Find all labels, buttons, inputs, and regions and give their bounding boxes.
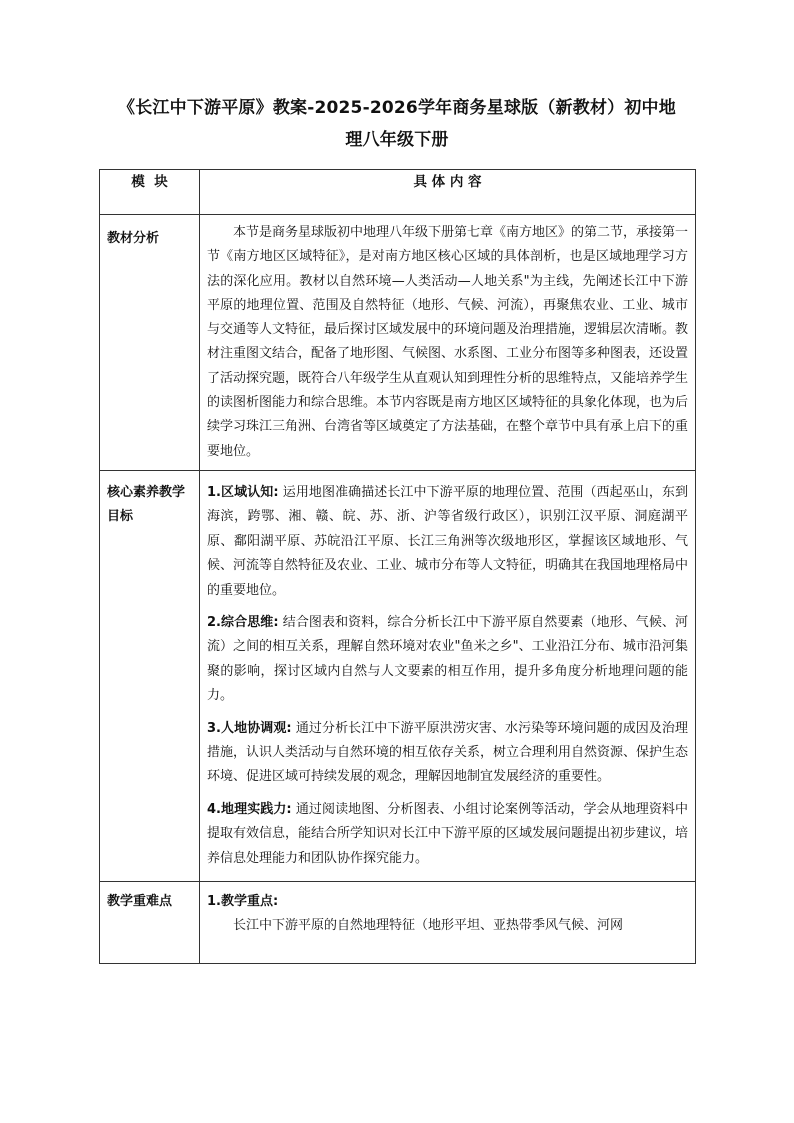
module-label: 教学重难点: [100, 882, 200, 964]
goal-item: [207, 481, 688, 603]
table-row-key-difficult-points: [100, 882, 696, 964]
goal-text: 结合图表和资料，综合分析长江中下游平原自然要素（地形、气候、河流）之间的相互关系，理解自然环境对农业"鱼米之乡"、工业沿江分布、城市沿河集聚的影响，探讨区域内自然与人文要素的相互作用，提升多角度分析地理问题的能力。: [207, 615, 688, 704]
module-content: [200, 882, 696, 964]
table-header-row: [100, 170, 696, 215]
module-label: 核心素养教学目标: [100, 470, 200, 881]
module-content: [200, 215, 696, 471]
key-points-text: 长江中下游平原的自然地理特征（地形平坦、亚热带季风气候、河网: [233, 918, 624, 934]
goal-label: 1.区域认知:: [207, 484, 279, 500]
document-title: [70, 92, 724, 156]
header-module: 模 块: [100, 170, 200, 215]
title-line-1: 《长江中下游平原》教案-2025-2026学年商务星球版（新教材）初中地: [118, 98, 676, 118]
textbook-analysis-text: 本节是商务星球版初中地理八年级下册第七章《南方地区》的第二节，承接第一节《南方地区区域特征》，是对南方地区核心区域的具体剖析，也是区域地理学习方法的深化应用。教材以自然环境—人类活动—人地关系"为主线，先阐述长江中下游平原的地理位置、范围及自然特征（地形、气候、河流），再聚焦农业、工业、城市与交通等人文特征，最后探讨区域发展中的环境问题及治理措施，逻辑层次清晰。教材注重图文结合，配备了地形图、气候图、水系图、工业分布图等多种图表，还设置了活动探究题，既符合八年级学生从直观认知到理性分析的思维特点，又能培养学生的读图析图能力和综合思维。本节内容既是南方地区区域特征的具象化体现，也为后续学习珠江三角洲、台湾省等区域奠定了方法基础，在整个章节中具有承上启下的重要地位。: [207, 225, 689, 459]
goal-text: 通过阅读地图、分析图表、小组讨论案例等活动，学会从地理资料中提取有效信息，能结合所学知识对长江中下游平原的区域发展问题提出初步建议，培养信息处理能力和团队协作探究能力。: [207, 801, 689, 866]
lesson-plan-table: [99, 169, 696, 964]
goal-text: 运用地图准确描述长江中下游平原的地理位置、范围（西起巫山，东到海滨，跨鄂、湘、赣、皖、苏、浙、沪等省级行政区），识别江汉平原、洞庭湖平原、鄱阳湖平原、苏皖沿江平原、长江三角洲等次级地形区，掌握该区域地形、气候、河流等自然特征及农业、工业、城市分布等人文特征，明确其在我国地理格局中的重要地位。: [207, 484, 689, 598]
goal-label: 2.综合思维:: [207, 615, 279, 630]
table-row-textbook-analysis: [100, 215, 696, 471]
goal-item: [207, 717, 688, 790]
module-content: [200, 470, 696, 881]
goal-item: [207, 798, 688, 871]
title-line-2: 理八年级下册: [345, 130, 449, 150]
table-row-core-literacy: [100, 470, 696, 881]
header-content: 具 体 内 容: [200, 170, 696, 215]
goal-label: 4.地理实践力:: [207, 801, 292, 817]
goal-text: 通过分析长江中下游平原洪涝灾害、水污染等环境问题的成因及治理措施，认识人类活动与自然环境的相互依存关系，树立合理利用自然资源、保护生态环境、促进区域可持续发展的观念，理解因地制宜发展经济的重要性。: [207, 720, 689, 785]
module-label: 教材分析: [100, 215, 200, 471]
key-points-label: 1.教学重点:: [207, 894, 279, 910]
goal-label: 3.人地协调观:: [207, 720, 292, 736]
goal-item: [207, 611, 688, 709]
